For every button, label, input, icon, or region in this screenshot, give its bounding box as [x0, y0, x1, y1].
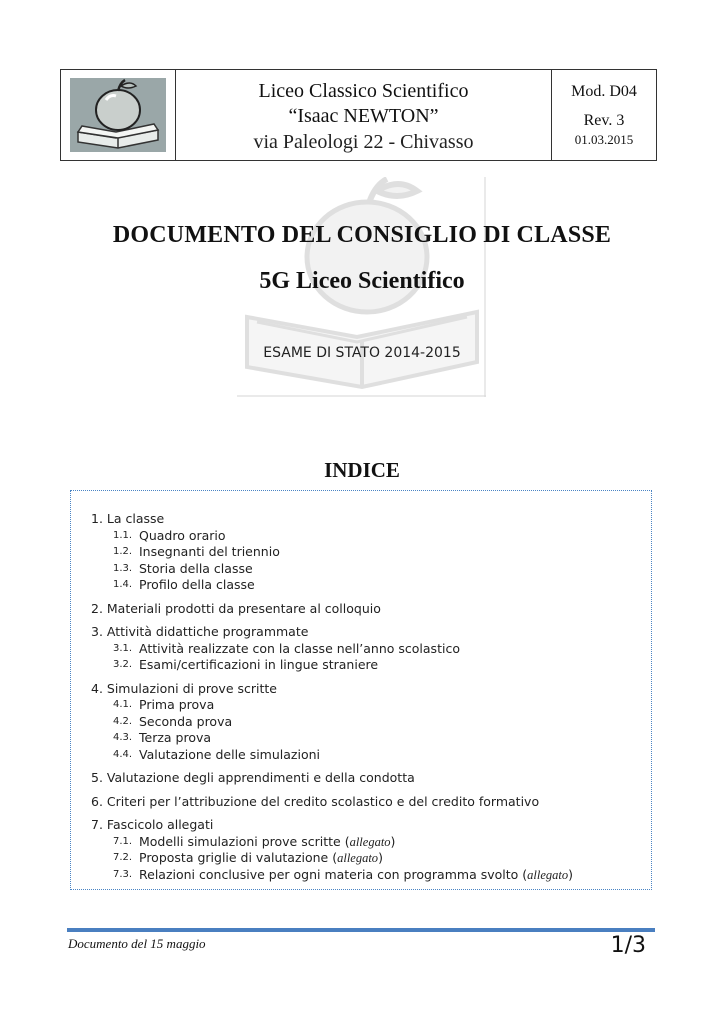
index-section	[91, 681, 651, 764]
section-title: 7. Fascicolo allegati	[91, 817, 214, 832]
index-subitem	[91, 714, 651, 731]
index-section	[91, 817, 651, 883]
subitem-label	[139, 850, 383, 867]
subitem-text: Proposta griglie di valutazione (	[139, 850, 338, 865]
apple-on-book-icon	[68, 74, 168, 156]
subitem-number: 1.2.	[113, 546, 133, 557]
section-title: 6. Criteri per l’attribuzione del credito scolastico e del credito formativo	[91, 793, 540, 809]
section-title: 4. Simulazioni di prove scritte	[91, 680, 277, 696]
subitem-suffix: )	[390, 833, 396, 849]
subitem-label: Terza prova	[139, 730, 212, 745]
subitem-label: Valutazione delle simulazioni	[139, 746, 320, 762]
footer-divider	[67, 928, 655, 932]
school-address: via Paleologi 22 - Chivasso	[253, 131, 474, 153]
exam-line: ESAME DI STATO 2014-2015	[263, 345, 461, 361]
subitem-label	[139, 867, 573, 884]
index-subitem	[91, 528, 651, 545]
document-subtitle: 5G Liceo Scientifico	[259, 268, 465, 294]
index-section	[91, 770, 651, 787]
footer-label: Documento del 15 maggio	[68, 936, 206, 951]
index-subitem	[91, 747, 651, 764]
index-section	[91, 624, 651, 674]
school-info	[176, 70, 552, 160]
subitem-number: 3.2.	[113, 659, 133, 670]
subitem-label	[139, 834, 395, 851]
subitem-number: 7.2.	[113, 852, 133, 863]
subitem-number: 1.1.	[113, 529, 133, 541]
subitem-label: Prima prova	[139, 697, 215, 712]
subitem-text: Modelli simulazioni prove scritte (	[139, 833, 350, 849]
subitem-number: 4.3.	[113, 732, 133, 743]
subitem-italic: allegato	[527, 867, 569, 882]
section-title: 5. Valutazione degli apprendimenti e della condotta	[91, 770, 415, 785]
subitem-label: Insegnanti del triennio	[139, 544, 280, 559]
subitem-number: 4.2.	[113, 715, 133, 727]
index-subitem	[91, 544, 651, 561]
subitem-italic: allegato	[337, 851, 379, 865]
header-table	[60, 69, 657, 161]
subitem-number: 3.1.	[113, 642, 133, 654]
module-date: 01.03.2015	[574, 132, 634, 147]
school-logo	[61, 70, 176, 160]
module-info	[552, 70, 656, 160]
index-section	[91, 794, 651, 811]
page-number: 1/3	[610, 933, 646, 958]
subitem-label: Profilo della classe	[139, 577, 255, 592]
subitem-number: 4.1.	[113, 699, 133, 710]
subitem-number: 4.4.	[113, 748, 133, 760]
index-section	[91, 601, 651, 618]
index-section	[91, 511, 651, 594]
index-title: INDICE	[324, 458, 400, 482]
subitem-number: 7.3.	[113, 868, 133, 880]
index-subitem	[91, 850, 651, 867]
index-subitem	[91, 577, 651, 594]
subitem-text: Relazioni conclusive per ogni materia con programma svolto (	[139, 866, 528, 882]
school-name-line2: “Isaac NEWTON”	[288, 105, 439, 127]
subitem-label: Attività realizzate con la classe nell’anno scolastico	[139, 640, 460, 656]
index-subitem	[91, 730, 651, 747]
subitem-number: 7.1.	[113, 835, 133, 847]
module-revision: Rev. 3	[583, 112, 625, 129]
subitem-italic: allegato	[349, 834, 391, 849]
subitem-suffix: )	[568, 866, 573, 882]
index-subitem	[91, 641, 651, 658]
subitem-label: Quadro orario	[139, 527, 226, 543]
section-title: 2. Materiali prodotti da presentare al colloquio	[91, 600, 381, 616]
index-box	[70, 490, 652, 890]
subitem-label: Seconda prova	[139, 713, 233, 729]
section-title: 1. La classe	[91, 511, 165, 526]
index-subitem	[91, 561, 651, 578]
document-title: DOCUMENTO DEL CONSIGLIO DI CLASSE	[112, 222, 612, 248]
school-name-line1: Liceo Classico Scientifico	[258, 80, 469, 102]
subitem-label: Storia della classe	[139, 560, 253, 576]
index-subitem	[91, 697, 651, 714]
section-title: 3. Attività didattiche programmate	[91, 624, 309, 639]
subitem-number: 1.3.	[113, 562, 133, 574]
subitem-number: 1.4.	[113, 579, 133, 590]
module-code: Mod. D04	[571, 83, 637, 100]
subitem-label: Esami/certificazioni in lingue straniere	[139, 657, 379, 672]
index-subitem	[91, 867, 651, 884]
index-subitem	[91, 657, 651, 674]
index-subitem	[91, 834, 651, 851]
subitem-suffix: )	[378, 850, 383, 865]
